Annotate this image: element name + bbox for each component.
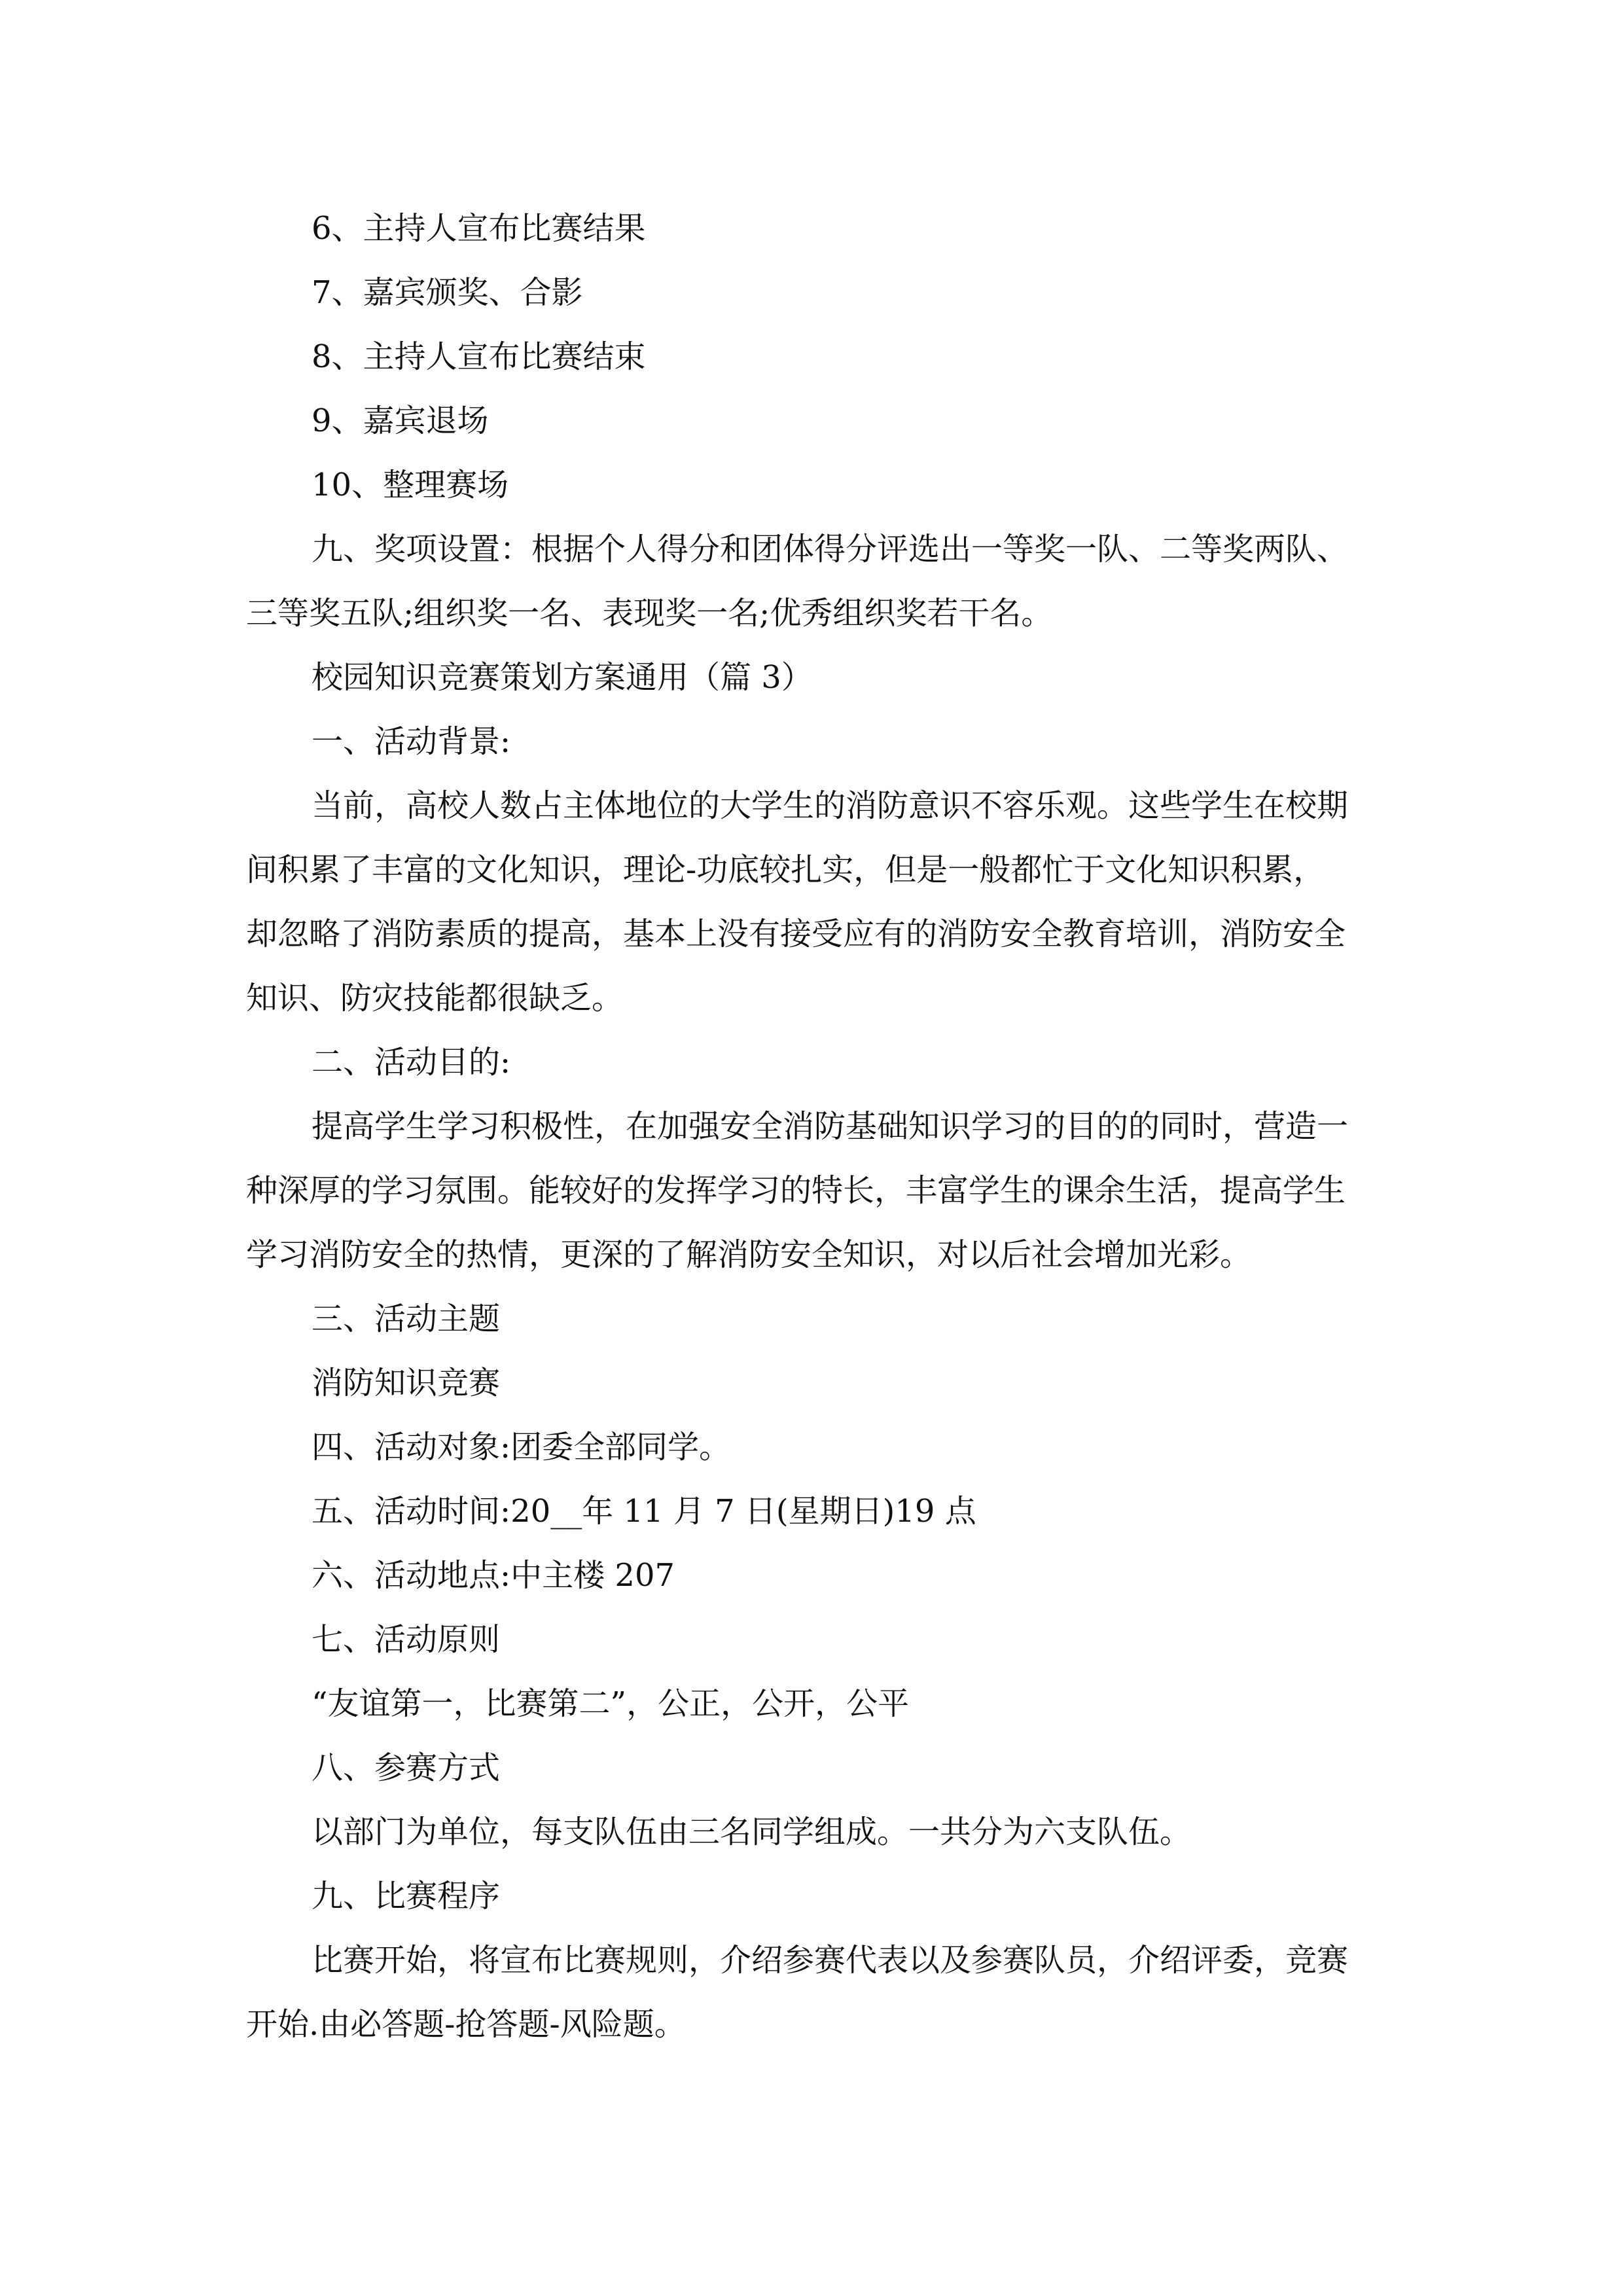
awards-line-2: 三等奖五队;组织奖一名、表现奖一名;优秀组织奖若干名。 bbox=[246, 595, 1053, 632]
awards-line-1: 九、奖项设置：根据个人得分和团体得分评选出一等奖一队、二等奖两队、 bbox=[312, 531, 1349, 567]
purpose-line-1: 提高学生学习积极性，在加强安全消防基础知识学习的目的的同时，营造一 bbox=[312, 1108, 1349, 1145]
procedure-step-10: 10、整理赛场 bbox=[312, 467, 509, 503]
principle-heading: 七、活动原则 bbox=[312, 1621, 501, 1658]
time-line: 五、活动时间:20__年 11 月 7 日(星期日)19 点 bbox=[312, 1493, 976, 1530]
theme-text: 消防知识竞赛 bbox=[312, 1365, 501, 1401]
target-line: 四、活动对象:团委全部同学。 bbox=[312, 1429, 731, 1465]
background-heading: 一、活动背景: bbox=[312, 723, 511, 760]
principle-text: “友谊第一，比赛第二”，公正，公开，公平 bbox=[312, 1685, 910, 1722]
purpose-heading: 二、活动目的: bbox=[312, 1044, 511, 1081]
background-line-1: 当前，高校人数占主体地位的大学生的消防意识不容乐观。这些学生在校期 bbox=[312, 787, 1349, 824]
procedure-line-2: 开始.由必答题-抢答题-风险题。 bbox=[246, 2006, 686, 2043]
purpose-line-2: 种深厚的学习氛围。能较好的发挥学习的特长，丰富学生的课余生活，提高学生 bbox=[246, 1172, 1346, 1209]
section-title: 校园知识竞赛策划方案通用（篇 3） bbox=[312, 659, 813, 696]
procedure-step-7: 7、嘉宾颁奖、合影 bbox=[312, 274, 583, 311]
background-line-4: 知识、防灾技能都很缺乏。 bbox=[246, 980, 624, 1016]
purpose-line-3: 学习消防安全的热情，更深的了解消防安全知识，对以后社会增加光彩。 bbox=[246, 1236, 1252, 1273]
method-text: 以部门为单位，每支队伍由三名同学组成。一共分为六支队伍。 bbox=[312, 1814, 1192, 1850]
procedure-step-8: 8、主持人宣布比赛结束 bbox=[312, 338, 646, 375]
procedure-heading: 九、比赛程序 bbox=[312, 1878, 501, 1914]
theme-heading: 三、活动主题 bbox=[312, 1300, 501, 1337]
document-page bbox=[246, 196, 1378, 2056]
procedure-line-1: 比赛开始，将宣布比赛规则，介绍参赛代表以及参赛队员，介绍评委，竞赛 bbox=[312, 1942, 1349, 1979]
background-line-3: 却忽略了消防素质的提高，基本上没有接受应有的消防安全教育培训，消防安全 bbox=[246, 916, 1346, 952]
procedure-step-9: 9、嘉宾退场 bbox=[312, 403, 489, 439]
procedure-step-6: 6、主持人宣布比赛结果 bbox=[312, 210, 646, 247]
place-line: 六、活动地点:中主楼 207 bbox=[312, 1557, 675, 1594]
background-line-2: 间积累了丰富的文化知识，理论-功底较扎实，但是一般都忙于文化知识积累， bbox=[246, 852, 1325, 888]
method-heading: 八、参赛方式 bbox=[312, 1749, 501, 1786]
